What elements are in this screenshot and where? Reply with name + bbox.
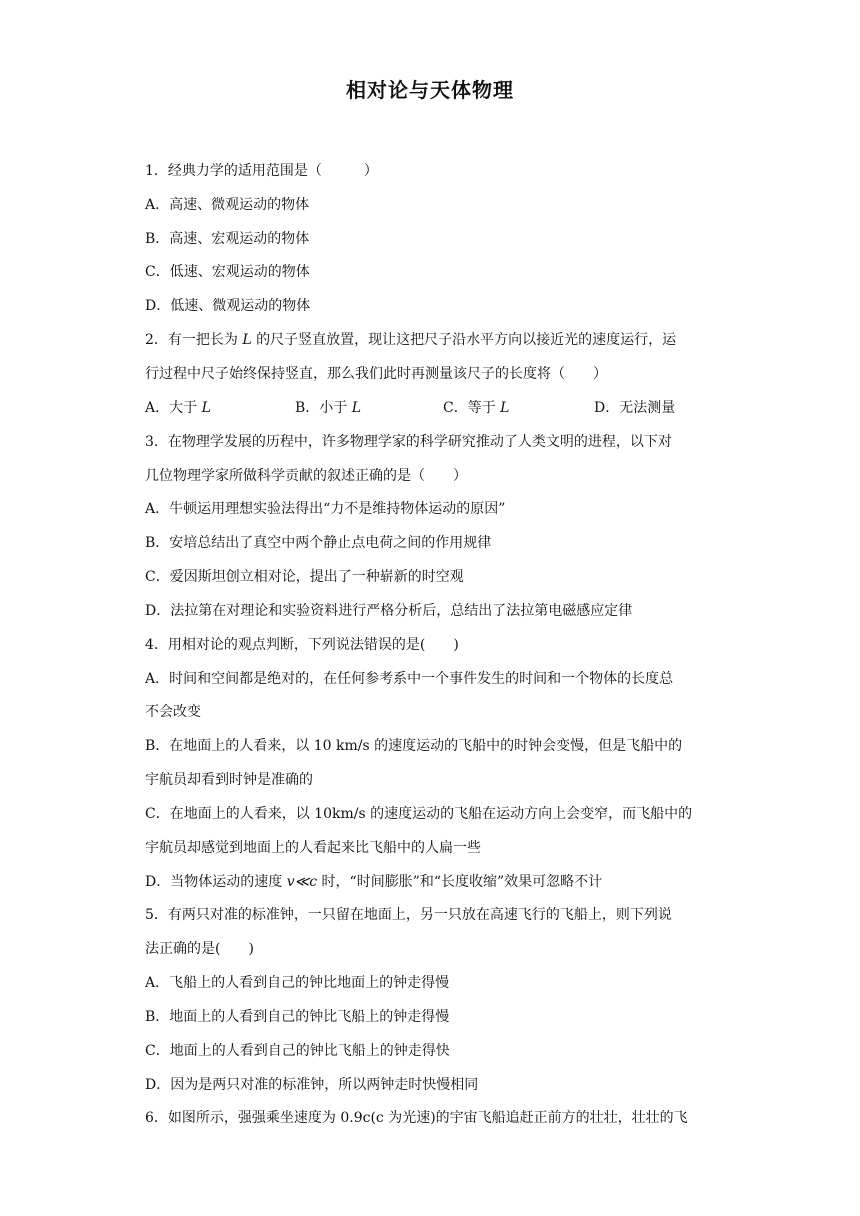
page-title: 相对论与天体物理: [346, 78, 514, 102]
question-4-option-b-line-2: 宇航员却看到时钟是准确的: [145, 772, 313, 788]
question-4-option-b-line-1: B．在地面上的人看来，以 10 km/s 的速度运动的飞船中的时钟会变慢，但是飞船中的: [145, 738, 683, 754]
question-2-option-a: [145, 398, 211, 418]
question-2-option-c-label: C．等于: [443, 400, 496, 416]
question-2-option-a-label: A．大于: [145, 400, 198, 416]
question-4-option-d: [145, 872, 602, 892]
question-1-stem: 1．经典力学的适用范围是（ ）: [145, 163, 378, 179]
question-2-stem-variable: L: [242, 332, 252, 348]
question-3-option-d: D．法拉第在对理论和实验资料进行严格分析后，总结出了法拉第电磁感应定律: [145, 603, 633, 619]
question-2-stem-part-b: 的尺子竖直放置，现让这把尺子沿水平方向以接近光的速度运行，运: [256, 332, 677, 348]
question-2-option-b-var: L: [351, 400, 362, 416]
question-2-option-a-var: L: [201, 400, 211, 416]
question-4-option-a-line-1: A．时间和空间都是绝对的，在任何参考系中一个事件发生的时间和一个物体的长度总: [145, 671, 674, 687]
question-2-stem-line-2: 行过程中尺子始终保持竖直，那么我们此时再测量该尺子的长度将（ ）: [145, 366, 607, 382]
question-3-stem-line-1: 3．在物理学发展的历程中，许多物理学家的科学研究推动了人类文明的进程，以下对: [145, 434, 672, 450]
question-2-option-b-label: B．小于: [295, 400, 348, 416]
question-4-option-c-line-1: C．在地面上的人看来，以 10km/s 的速度运动的飞船在运动方向上会变窄，而飞船中的: [145, 806, 693, 822]
question-5-stem-line-1: 5．有两只对准的标准钟，一只留在地面上，另一只放在高速飞行的飞船上，则下列说: [145, 907, 672, 923]
question-2-stem-line-1: [145, 330, 676, 350]
question-4-option-a-line-2: 不会改变: [145, 704, 201, 720]
question-3-option-b: B．安培总结出了真空中两个静止点电荷之间的作用规律: [145, 535, 492, 551]
question-4-stem: 4．用相对论的观点判断，下列说法错误的是( ): [145, 637, 459, 653]
question-4-option-d-part-a: D．当物体运动的速度: [145, 874, 287, 890]
question-1-option-a: A．高速、微观运动的物体: [145, 197, 310, 213]
question-1-option-b: B．高速、宏观运动的物体: [145, 231, 310, 247]
question-2-option-d: [594, 398, 675, 418]
question-3-option-c: C．爱因斯坦创立相对论，提出了一种崭新的时空观: [145, 569, 464, 585]
question-2-stem-part-a: 2．有一把长为: [145, 332, 238, 348]
question-2-option-c-var: L: [500, 400, 510, 416]
question-4-option-d-part-b: 时，“时间膨胀”和“长度收缩”效果可忽略不计: [317, 874, 603, 890]
question-5-option-b: B．地面上的人看到自己的钟比飞船上的钟走得慢: [145, 1009, 450, 1025]
question-2-option-b: [295, 398, 361, 418]
question-1-option-d: D．低速、微观运动的物体: [145, 298, 311, 314]
question-1-option-c: C．低速、宏观运动的物体: [145, 264, 310, 280]
question-5-option-c: C．地面上的人看到自己的钟比飞船上的钟走得快: [145, 1043, 450, 1059]
question-2-option-d-label: D．无法测量: [594, 400, 676, 416]
question-2-option-c: [443, 398, 509, 418]
question-5-stem-line-2: 法正确的是( ): [145, 941, 254, 957]
question-3-option-a: A．牛顿运用理想实验法得出“力不是维持物体运动的原因”: [145, 501, 506, 517]
question-5-option-d: D．因为是两只对准的标准钟，所以两钟走时快慢相同: [145, 1077, 479, 1093]
question-5-option-a: A．飞船上的人看到自己的钟比地面上的钟走得慢: [145, 975, 450, 991]
question-6-stem-line-1: 6．如图所示，强强乘坐速度为 0.9c(c 为光速)的宇宙飞船追赶正前方的壮壮，壮壮的飞: [145, 1110, 688, 1126]
question-3-stem-line-2: 几位物理学家所做科学贡献的叙述正确的是（ ）: [145, 468, 467, 484]
question-4-option-c-line-2: 宇航员却感觉到地面上的人看起来比飞船中的人扁一些: [145, 840, 481, 856]
question-4-option-d-variable: v≪c: [286, 874, 318, 890]
